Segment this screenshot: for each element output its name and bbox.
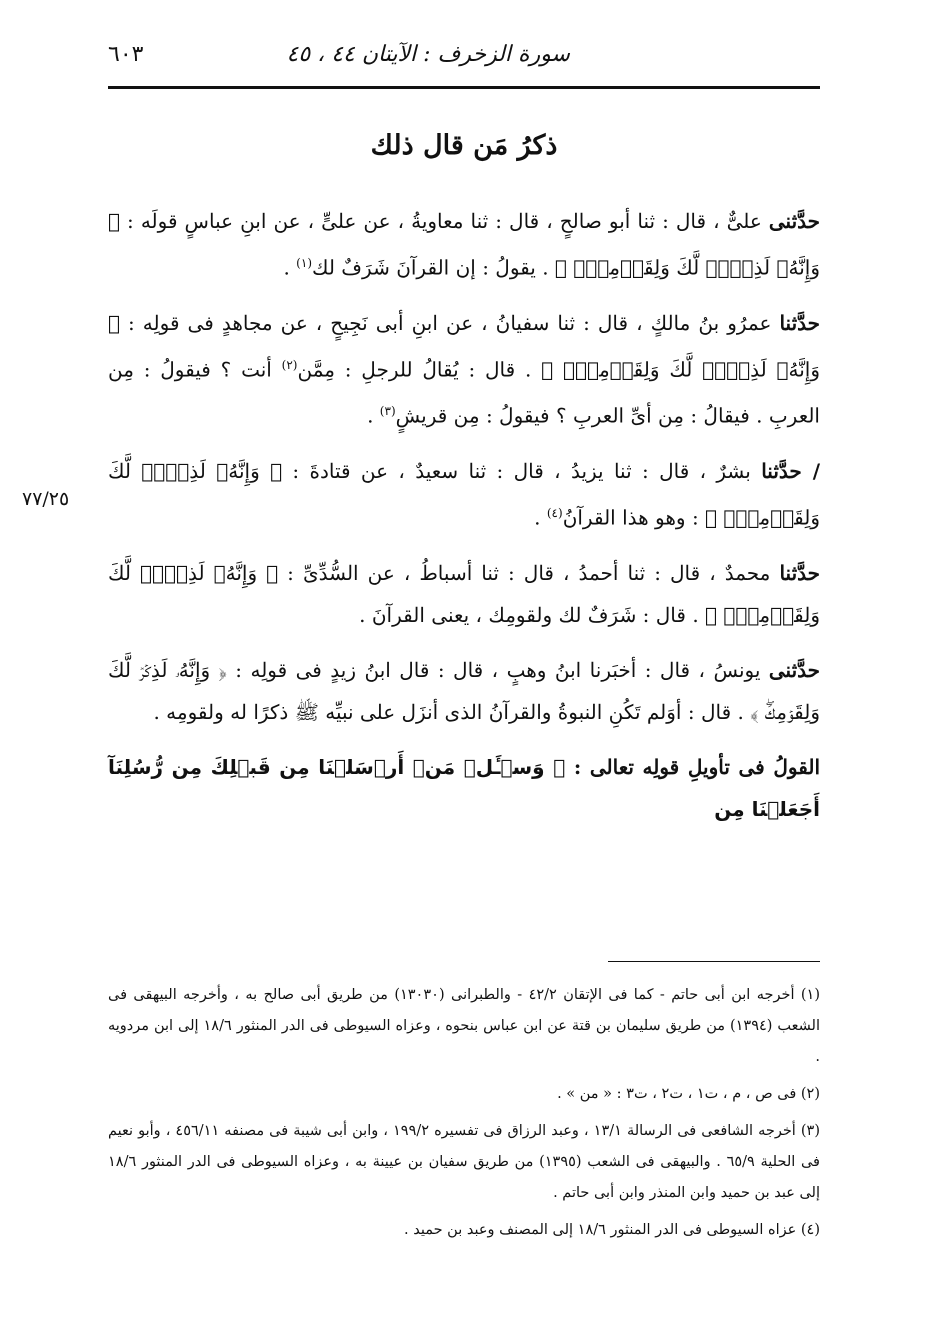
narration-text: عمرُو بنُ مالكٍ ، قال : ثنا سفيانُ ، عن ابنِ أبى نَجِيحٍ ، عن مجاهدٍ فى قولِه : ﴿ وَإِنَّهُۥ لَذِكۡرٞ لَّكَ وَلِقَوۡمِكَۖ ﴾ . قال : يُقالُ للرجلِ : مِمَّن: [108, 310, 821, 382]
footnote: (٣) أخرجه الشافعى فى الرسالة ١٣/١ ، وعبد الرزاق فى تفسيره ١٩٩/٢ ، وابن أبى شيبة فى مصنفه ٤٥٦/١١ ، وأبو نعيم فى الحلية ٦٥/٩ . والبيهقى فى الشعب (١٣٩٥) من طريق سفيان بن عيينة به ، وعزاه السيوطى فى الدر المنثور ١٨/٦ إلى عبد بن حميد وابن المنذر وابن أبى حاتم .: [108, 1123, 821, 1201]
running-title: سورة الزخرف : الآيتان ٤٤ ، ٤٥: [286, 42, 570, 67]
footnote: (٤) عزاه السيوطى فى الدر المنثور ١٨/٦ إلى المصنف وعبد بن حميد .: [404, 1222, 820, 1238]
page-number: ٦٠٣: [108, 42, 144, 67]
footnote: (١) أخرجه ابن أبى حاتم - كما فى الإتقان ٤٢/٢ - والطبرانى (١٣٠٣٠) من طريق أبى صالح به ، وأخرجه البيهقى فى الشعب (١٣٩٤) من طريق سليمان بن قتة عن ابن عباس بنحوه ، وعزاه السيوطى فى الدر المنثور ١٨/٦ إلى ابن مردويه .: [108, 987, 820, 1065]
main-text: [108, 200, 820, 843]
narration-paragraph: [108, 552, 820, 636]
narration-paragraph: [108, 200, 820, 289]
narration-paragraph: [108, 649, 820, 733]
footnote-marker: (٤): [546, 505, 563, 520]
narration-lead: / حدَّثنا: [761, 458, 820, 483]
narration-lead: حدَّثنى: [768, 657, 820, 682]
footnote-rule: [608, 961, 820, 962]
narration-lead: حدَّثنا: [779, 310, 821, 335]
narration-text: علىٌّ ، قال : ثنا أبو صالحٍ ، قال : ثنا معاويةُ ، عن علىٍّ ، عن ابنِ عباسٍ قولَه : ﴿ وَإِنَّهُۥ لَذِكۡرٞ لَّكَ وَلِقَوۡمِكَۖ ﴾ . يقولُ : إن القرآنَ شَرَفٌ لك: [108, 209, 820, 280]
margin-reference: ٧٧/٢٥: [22, 488, 70, 510]
narration-lead: حدَّثنى: [768, 209, 821, 233]
narration-paragraph: [108, 450, 820, 539]
footnote-marker: (١): [296, 256, 312, 270]
section-heading: ذكرُ مَن قال ذلك: [370, 130, 558, 161]
footnote-marker: (٣): [379, 404, 396, 419]
footnotes: [108, 980, 820, 1252]
header-rule: [108, 86, 820, 89]
narration-tail: أنت ؟ فيقولُ : مِن العربِ . فيقالُ : مِن أىِّ العربِ ؟ فيقولُ : مِن قريشٍ: [108, 357, 820, 428]
commentary-heading-paragraph: [108, 746, 820, 830]
narration-tail: .: [534, 505, 547, 530]
narration-text: بشرٌ ، قال : ثنا يزيدُ ، قال : ثنا سعيدٌ ، عن قتادةَ : ﴿ وَإِنَّهُۥ لَذِكۡرٞ لَّكَ وَلِقَوۡمِكَۖ ﴾ : وهو هذا القرآنُ: [108, 458, 820, 530]
narration-text: محمدٌ ، قال : ثنا أحمدُ ، قال : ثنا أسباطُ ، عن السُّدِّىِّ : ﴿ وَإِنَّهُۥ لَذِكۡرٞ لَّكَ وَلِقَوۡمِكَۖ ﴾ . قال : شَرَفٌ لك ولقومِك ، يعنى القرآنَ .: [108, 560, 820, 627]
footnote-marker: (٢): [281, 357, 298, 372]
narration-text: يونسُ ، قال : أخبَرنا ابنُ وهبٍ ، قال : قال ابنُ زيدٍ فى قولِه : ﴿ وَإِنَّهُۥ لَذِكۡرٞ لَّكَ وَلِقَوۡمِكَۖ ﴾ . قال : أوَلم تَكُنِ النبوةُ والقرآنُ الذى أنزَل على نبيِّه ﷺ ذكرًا له ولقومِه .: [108, 657, 820, 724]
narration-paragraph: [108, 302, 820, 437]
page-header: [108, 36, 820, 80]
narration-lead: حدَّثنا: [779, 560, 821, 585]
commentary-lead: القولُ فى تأويلِ قولِه تعالى :: [573, 754, 820, 779]
quran-verse: ﴿ وَسۡـَٔلۡ مَنۡ أَرۡسَلۡنَا مِن قَبۡلِكَ مِن رُّسُلِنَآ أَجَعَلۡنَا مِن: [108, 754, 820, 821]
narration-tail: .: [367, 403, 380, 428]
narration-tail: .: [283, 255, 297, 280]
footnote: (٢) فى ص ، م ، ت١ ، ت٢ ، ت٣ : « من » .: [557, 1086, 820, 1102]
